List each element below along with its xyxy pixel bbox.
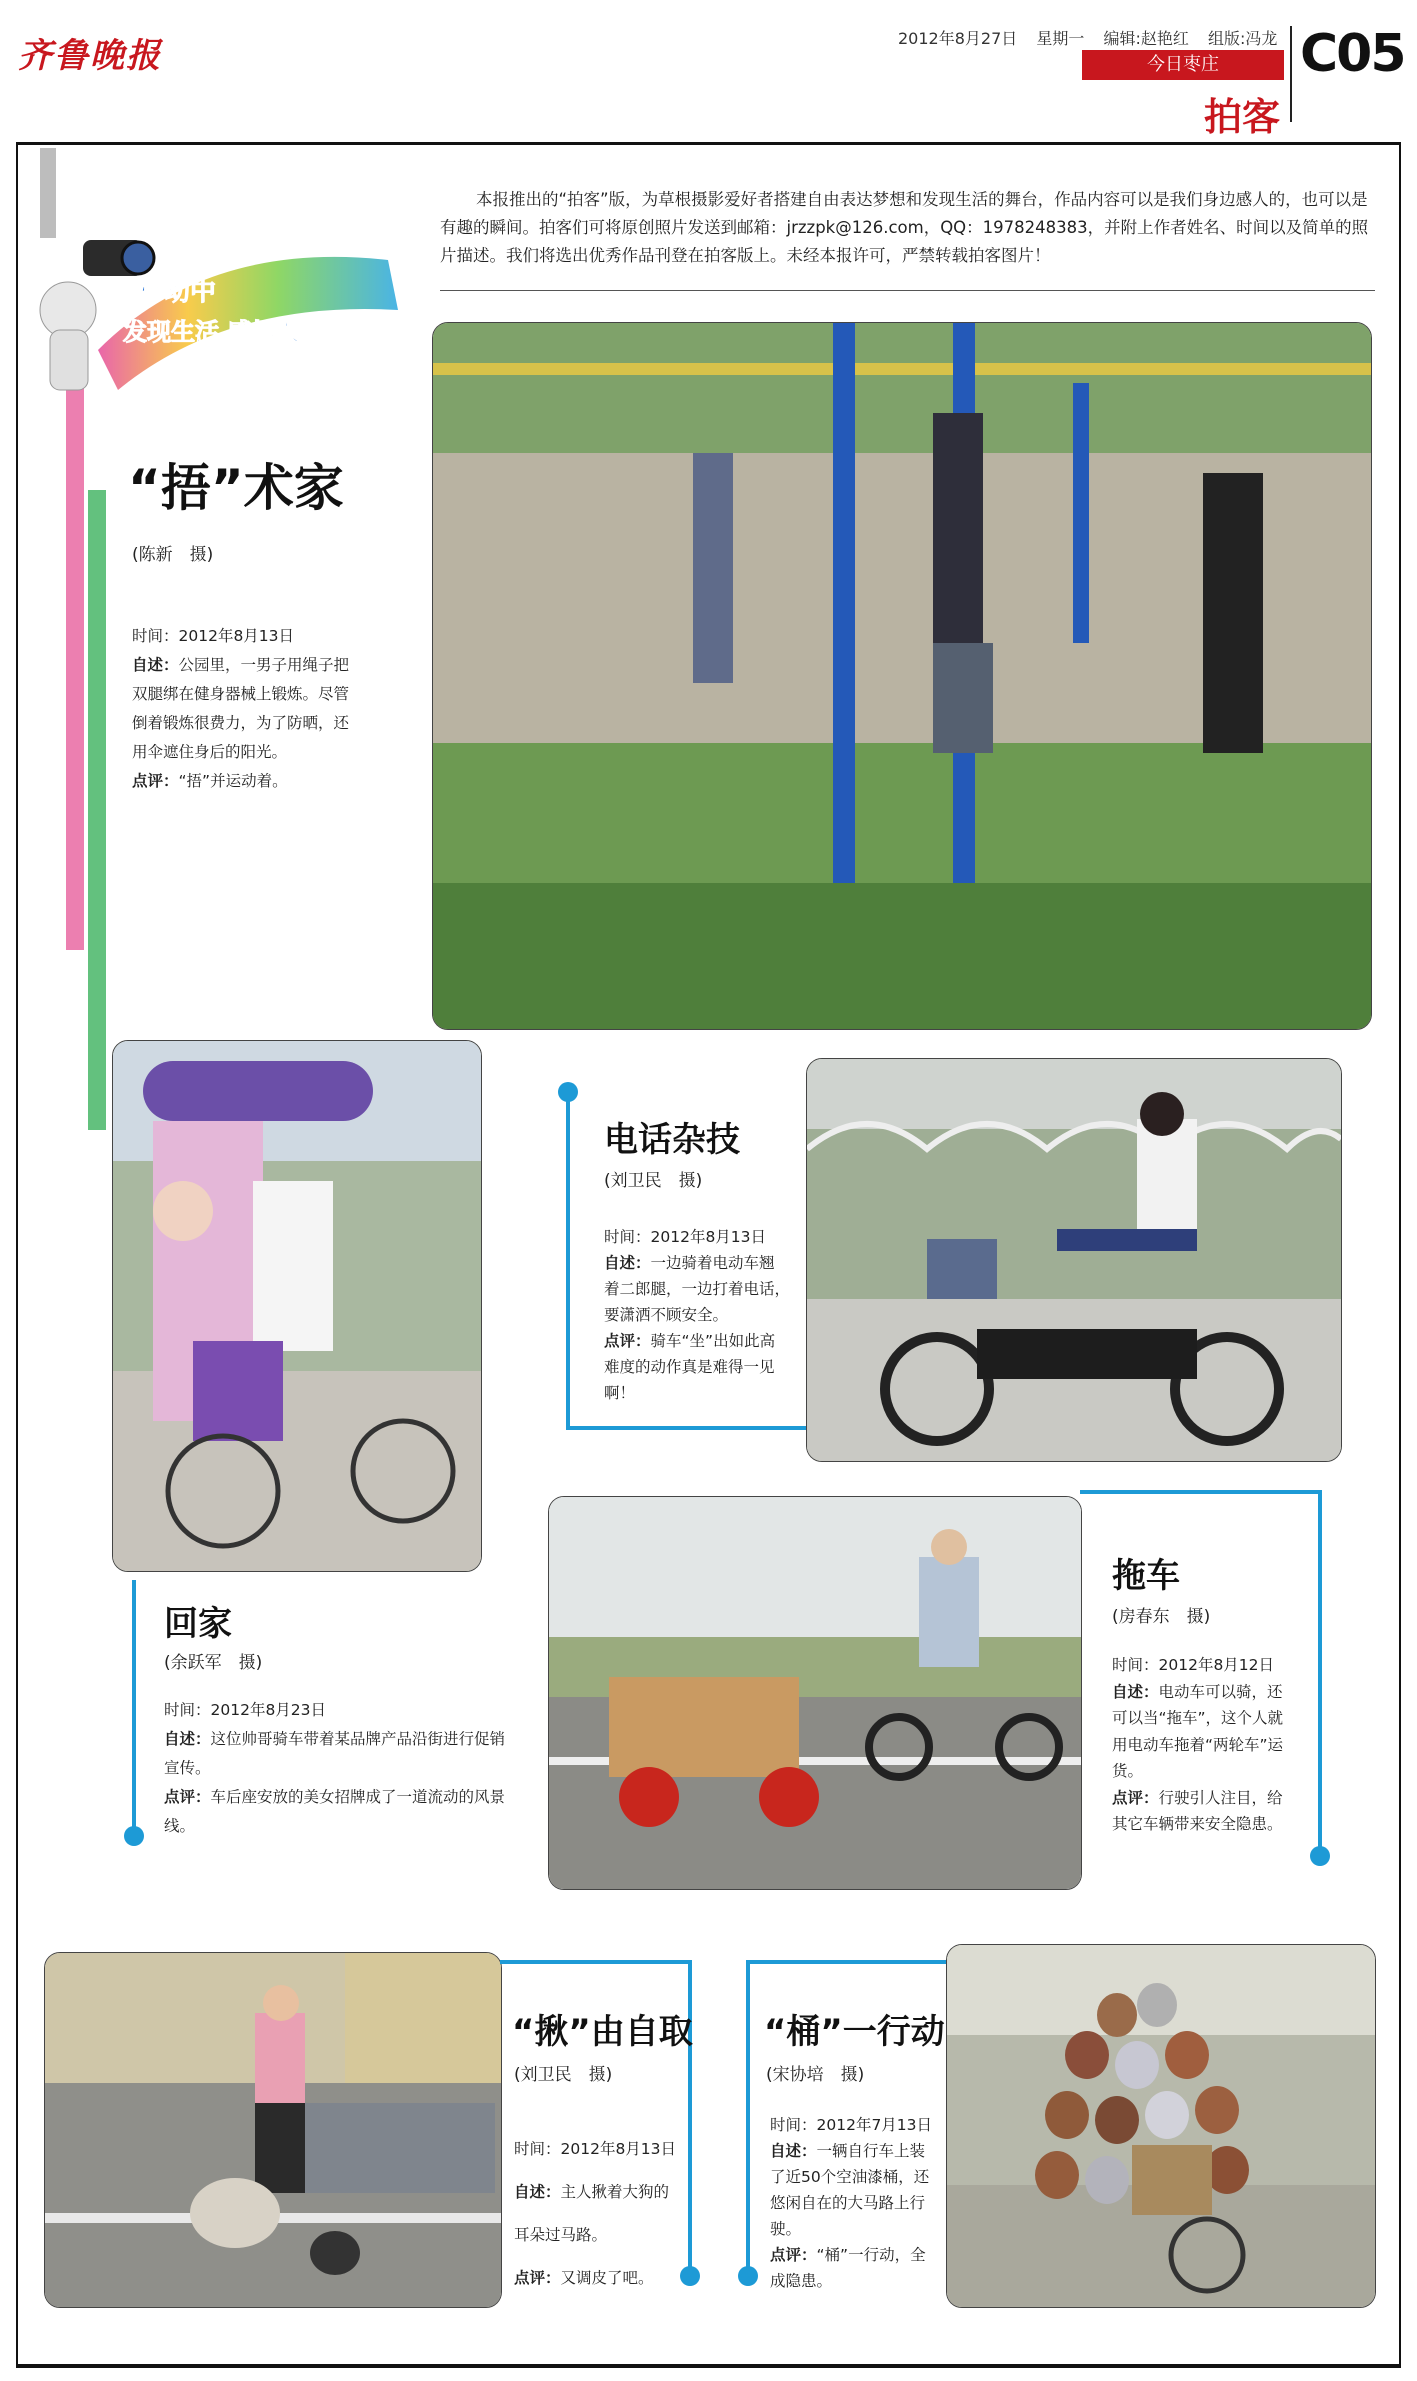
issue-date: 2012年8月27日 [898,29,1018,48]
story2-connector-v [566,1092,570,1428]
story1-desc-label: 自述： [132,656,179,674]
story2-title: 电话杂技 [604,1120,740,1160]
frame-right-rule [1399,142,1401,2367]
story6-connector-h [746,1960,946,1964]
story4-dot [1310,1846,1330,1866]
story6-comment: “桶”一行动，全成隐患。 [770,2246,926,2290]
banner-line2: 发现生活 感悟人生 [123,318,324,346]
frame-top-rule [16,142,1401,145]
issue-layout: 组版:冯龙 [1207,29,1278,48]
photo-bucket-bike [946,1944,1376,2308]
story1-comment-label: 点评： [132,772,179,790]
page-number: C05 [1300,24,1405,84]
story4-comment-label: 点评： [1112,1788,1159,1807]
story2-desc-label: 自述： [604,1254,651,1272]
header-divider [1290,26,1292,122]
story6-body [770,2112,934,2294]
story6-title: “桶”一行动 [764,2012,945,2052]
story3-time: 时间：2012年8月23日 [164,1701,327,1719]
story4-connector-v [1318,1490,1322,1852]
story3-comment: 车后座安放的美女招牌成了一道流动的风景线。 [164,1788,506,1835]
photo-bike-promo [112,1040,482,1572]
story6-desc-label: 自述： [770,2142,817,2160]
story3-title: 回家 [164,1604,232,1644]
photo-phone-scooter [806,1058,1342,1462]
story4-connector-h [1080,1490,1320,1494]
photo-scooter-trailer [548,1496,1082,1890]
story3-desc: 这位帅哥骑车带着某品牌产品沿街进行促销宣传。 [164,1730,506,1777]
photo-dog-ear [44,1952,502,2308]
story1-title: “捂”术家 [128,459,344,517]
story1-comment: “捂”并运动着。 [178,772,288,790]
story5-comment: 又调皮了吧。 [560,2269,654,2287]
section-name: 拍客 [1203,95,1280,139]
deco-bar-green [88,490,106,1130]
story6-dot [738,2266,758,2286]
story3-desc-label: 自述： [164,1730,211,1748]
banner-badge [28,200,408,400]
story3-comment-label: 点评： [164,1788,211,1806]
story4-body [1112,1652,1296,1838]
story5-connector-h [500,1960,690,1964]
story2-credit: (刘卫民 摄) [604,1171,703,1191]
story5-dot [680,2266,700,2286]
story5-time: 时间：2012年8月13日 [514,2140,677,2158]
section-tag: 今日枣庄 [1082,50,1284,80]
intro-text: 本报推出的“拍客”版，为草根摄影爱好者搭建自由表达梦想和发现生活的舞台，作品内容可以是我们身边感人的，也可以是有趣的瞬间。拍客们可将原创照片发送到邮箱：jrzzpk@126.com，QQ：1978248383，并附上作者姓名、时间以及简单的照片描述。我们将选出优秀作品刊登在拍客版上。未经本报许可，严禁转载拍客图片！ [440,190,1369,265]
intro-rule [440,290,1375,291]
story1-time: 时间：2012年8月13日 [132,627,295,645]
story4-credit: (房春东 摄) [1112,1607,1211,1627]
story5-title: “揪”由自取 [512,2012,693,2052]
story5-credit: (刘卫民 摄) [514,2065,613,2085]
story2-comment-label: 点评： [604,1332,651,1350]
story6-comment-label: 点评： [770,2246,817,2264]
story4-time: 时间：2012年8月12日 [1112,1656,1275,1674]
story6-time: 时间：2012年7月13日 [770,2116,933,2134]
story2-desc: 一边骑着电动车翘着二郎腿，一边打着电话，要潇洒不顾安全。 [604,1254,791,1324]
story3-body [164,1696,510,1841]
story6-connector-v [746,1960,750,2272]
story6-credit: (宋协培 摄) [766,2065,865,2085]
story1-credit: (陈新 摄) [132,545,214,565]
story5-body [514,2128,680,2300]
story1-desc: 公园里，一男子用绳子把双腿绑在健身器械上锻炼。尽管倒着锻炼很费力，为了防晒，还用伞遮住身后的阳光。 [132,656,350,761]
issue-editor: 编辑:赵艳红 [1103,29,1189,48]
story6-desc: 一辆自行车上装了近50个空油漆桶，还悠闲自在的大马路上行驶。 [770,2142,930,2238]
story3-connector [132,1580,136,1834]
story5-comment-label: 点评： [514,2269,561,2287]
story5-desc-label: 自述： [514,2183,561,2201]
banner-line1: 移动中 [138,277,217,307]
story2-body [604,1224,790,1406]
story2-time: 时间：2012年8月13日 [604,1228,767,1246]
story4-desc: 电动车可以骑，还可以当“拖车”，这个人就用电动车拖着“两轮车”运货。 [1112,1682,1284,1780]
story1-body [132,622,364,796]
story2-comment: 骑车“坐”出如此高难度的动作真是难得一见啊！ [604,1332,776,1402]
story4-title: 拖车 [1112,1556,1180,1596]
issue-weekday: 星期一 [1036,29,1085,48]
frame-bottom-rule [16,2364,1401,2368]
issue-meta [898,26,1291,49]
story3-credit: (余跃军 摄) [164,1653,263,1673]
photo-hanging-man [432,322,1372,1030]
story5-desc: 主人揪着大狗的耳朵过马路。 [514,2183,670,2244]
story4-comment: 行驶引人注目，给其它车辆带来安全隐患。 [1112,1788,1283,1833]
story4-desc-label: 自述： [1112,1682,1159,1701]
masthead-logo: 齐鲁晚报 [18,36,162,76]
frame-left-rule [16,142,18,2367]
story2-connector-h [566,1426,806,1430]
story3-dot [124,1826,144,1846]
deco-bar-pink [66,380,84,950]
